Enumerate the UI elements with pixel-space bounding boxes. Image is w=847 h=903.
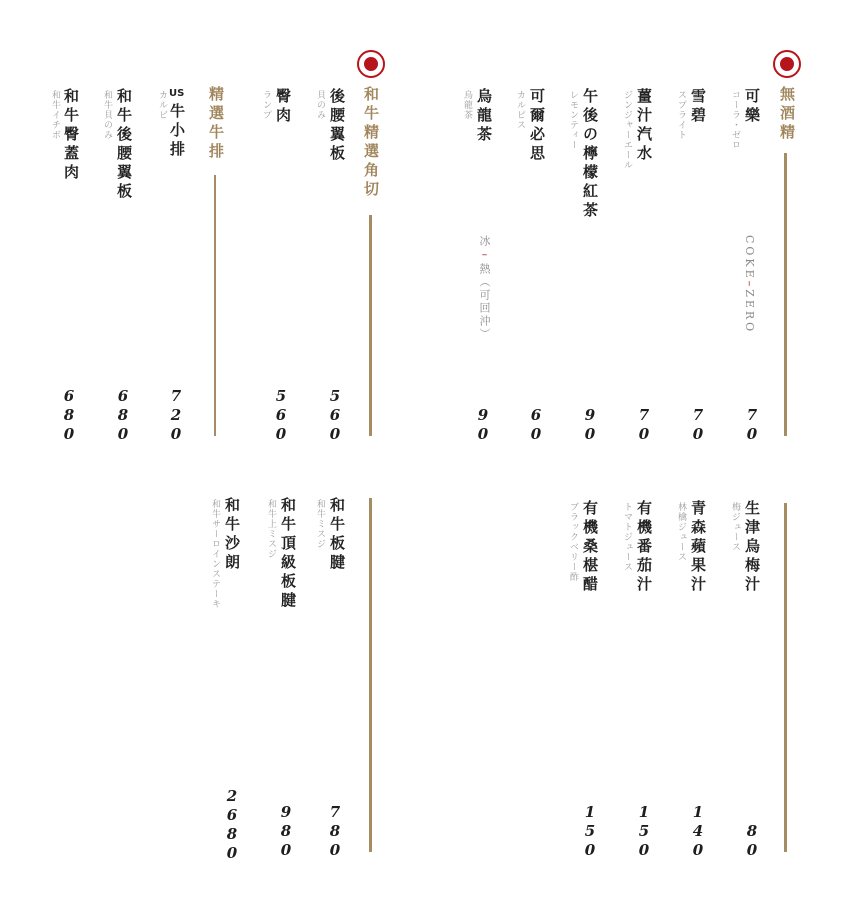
menu-item-rump-price: 5 6 0: [275, 387, 287, 443]
oolong-temp-note: 冰–熱（可回沖）: [478, 235, 491, 341]
menu-item-back-scallop-price: 5 6 0: [329, 387, 341, 443]
menu-item-ume-price: 8 0: [746, 822, 758, 859]
menu-item-misuji-name: 和牛板腱: [328, 497, 346, 573]
menu-item-sprite-name: 雪碧: [689, 88, 707, 126]
menu-item-ginger-price: 7 0: [638, 406, 650, 443]
section-heading-nonalcoholic: 無酒精: [778, 86, 796, 143]
divider-wagyu-cuts-bottom: [369, 498, 372, 852]
menu-item-tomato-name: 有機番茄汁: [635, 500, 653, 595]
menu-item-top-misuji-sub: 和牛上ミスジ: [266, 499, 276, 559]
menu-item-top-misuji-name: 和牛頂級板腱: [279, 497, 297, 611]
menu-item-us-short-name: 牛小排: [168, 103, 186, 160]
menu-item-wagyu-back-sub: 和牛貝のみ: [102, 90, 112, 140]
menu-item-ginger-name: 薑汁汽水: [635, 88, 653, 164]
menu-item-ginger-sub: ジンジャーエール: [622, 90, 632, 170]
menu-item-back-scallop-sub: 貝のみ: [315, 90, 325, 120]
menu-item-mulberry-name: 有機桑椹醋: [581, 500, 599, 595]
menu-item-mulberry-price: 1 5 0: [584, 803, 596, 859]
brand-emblem-left: [357, 50, 385, 78]
menu-item-wagyu-ichibo-price: 6 8 0: [63, 387, 75, 443]
menu-item-apple-name: 青森蘋果汁: [689, 500, 707, 595]
menu-item-coke-sub: コーラ・ゼロ: [730, 90, 740, 150]
menu-item-top-misuji-price: 9 8 0: [280, 803, 292, 859]
divider-nonalcoholic-top: [784, 153, 787, 436]
menu-item-lemontea-price: 9 0: [584, 406, 596, 443]
brand-emblem-right: [773, 50, 801, 78]
menu-item-us-short-price: 7 2 0: [170, 387, 182, 443]
menu-item-rump-sub: ランプ: [261, 90, 271, 120]
menu-item-lemontea-name: 午後の檸檬紅茶: [581, 88, 599, 221]
menu-item-apple-price: 1 4 0: [692, 803, 704, 859]
menu-item-ume-sub: 梅ジュース: [730, 502, 740, 552]
menu-item-calpis-price: 6 0: [530, 406, 542, 443]
menu-item-apple-sub: 林檎ジュース: [676, 502, 686, 562]
menu-item-sirloin-sub: 和牛サーロインステーキ: [210, 499, 220, 609]
menu-item-misuji-sub: 和牛ミスジ: [315, 499, 325, 549]
section-heading-beef-ribs: 精選牛排: [207, 86, 225, 162]
section-heading-wagyu-cuts: 和牛精選角切: [362, 86, 380, 200]
menu-item-calpis-name: 可爾必思: [528, 88, 546, 164]
menu-item-wagyu-back-price: 6 8 0: [117, 387, 129, 443]
menu-item-wagyu-ichibo-sub: 和牛イチボ: [50, 90, 60, 140]
divider-beef-ribs: [214, 175, 216, 436]
menu-item-rump-name: 臀肉: [274, 88, 292, 126]
menu-item-wagyu-back-name: 和牛後腰翼板: [115, 88, 133, 202]
menu-item-sirloin-name: 和牛沙朗: [223, 497, 241, 573]
menu-item-sirloin-price: 2 6 8 0: [226, 787, 238, 862]
menu-item-mulberry-sub: ブラックベリー酢: [568, 502, 578, 582]
menu-item-oolong-price: 9 0: [477, 406, 489, 443]
divider-nonalcoholic-bottom: [784, 503, 787, 852]
menu-item-wagyu-ichibo-name: 和牛臀蓋肉: [62, 88, 80, 183]
menu-item-us-short-prefix: US: [169, 88, 185, 99]
menu-item-back-scallop-name: 後腰翼板: [328, 88, 346, 164]
menu-item-coke-name: 可樂: [743, 88, 761, 126]
menu-item-lemontea-sub: レモンティー: [568, 90, 578, 150]
menu-item-oolong-name: 烏龍茶: [475, 88, 493, 145]
menu-item-sprite-price: 7 0: [692, 406, 704, 443]
coke-zero-note: COKE–ZERO: [743, 235, 756, 335]
menu-item-coke-price: 7 0: [746, 406, 758, 443]
menu-item-us-short-sub: カルビ: [157, 90, 167, 120]
menu-item-tomato-price: 1 5 0: [638, 803, 650, 859]
menu-item-ume-name: 生津烏梅汁: [743, 500, 761, 595]
divider-wagyu-cuts-top: [369, 215, 372, 436]
menu-item-tomato-sub: トマトジュース: [622, 502, 632, 572]
menu-item-sprite-sub: スプライト: [676, 90, 686, 140]
menu-item-misuji-price: 7 8 0: [329, 803, 341, 859]
menu-item-oolong-sub: 烏龍茶: [462, 90, 472, 120]
menu-item-calpis-sub: カルピス: [515, 90, 525, 130]
